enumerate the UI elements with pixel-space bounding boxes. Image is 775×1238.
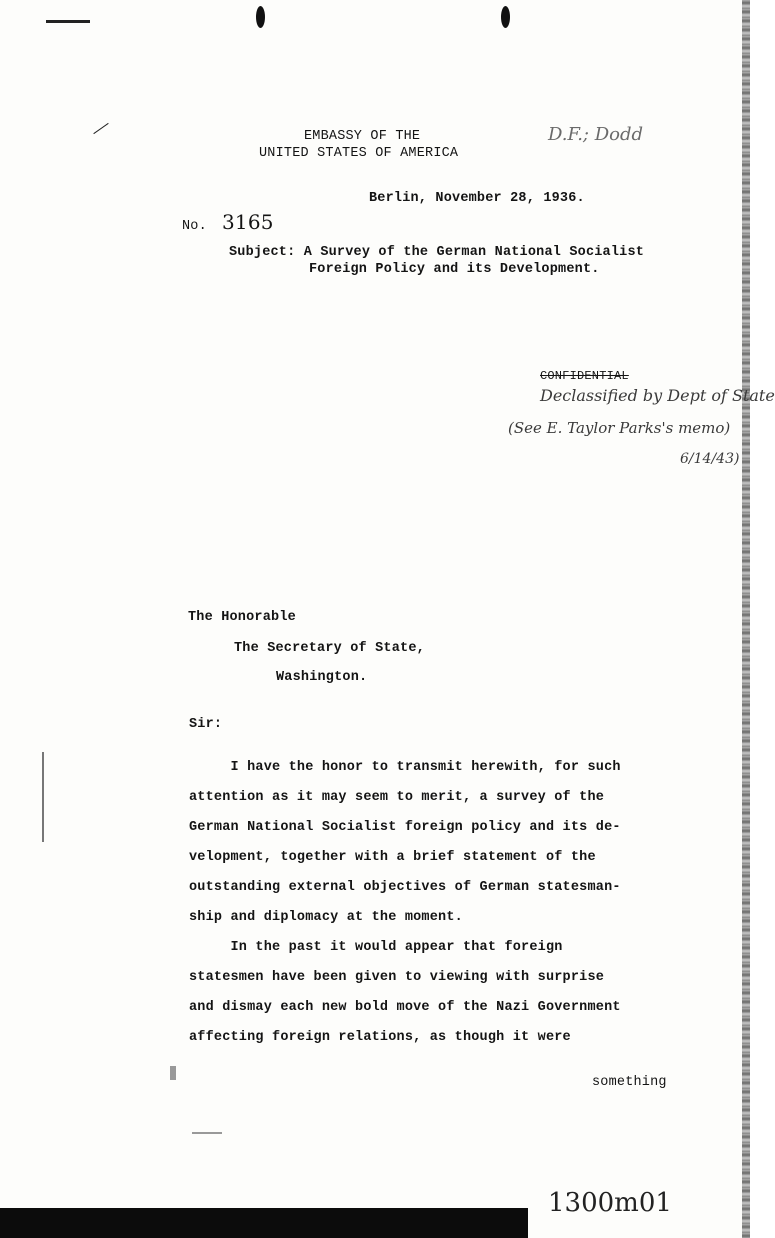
body-line: attention as it may seem to merit, a survey of the <box>189 790 605 805</box>
body-line: statesmen have been given to viewing with surprise <box>189 970 605 985</box>
scan-mark <box>170 1066 176 1080</box>
body-line: In the past it would appear that foreign <box>189 940 563 955</box>
corner-annotation: D.F.; Dodd <box>548 124 644 145</box>
scan-mark <box>93 123 108 134</box>
scan-mark <box>42 752 44 842</box>
punch-hole <box>501 6 510 28</box>
body-line: ship and diplomacy at the moment. <box>189 910 463 925</box>
address-line-1: The Honorable <box>188 610 296 625</box>
archive-number: 1300m01 <box>548 1188 672 1218</box>
scan-mark <box>192 1132 222 1134</box>
scan-mark <box>46 20 90 23</box>
declassification-note-line-3: 6/14/43) <box>680 451 740 467</box>
salutation: Sir: <box>189 717 223 732</box>
body-line: outstanding external objectives of German statesman- <box>189 880 621 895</box>
declassification-note-line-1: Declassified by Dept of State <box>540 386 775 405</box>
body-line: affecting foreign relations, as though it were <box>189 1030 571 1045</box>
scan-edge <box>742 0 750 1238</box>
declassification-note-line-2: (See E. Taylor Parks's memo) <box>508 419 731 437</box>
catchword: something <box>592 1075 667 1090</box>
subject-line-2: Foreign Policy and its Development. <box>309 262 600 277</box>
address-line-3: Washington. <box>276 670 368 685</box>
punch-hole <box>256 6 265 28</box>
body-line: German National Socialist foreign policy and its de- <box>189 820 621 835</box>
embassy-line-2: UNITED STATES OF AMERICA <box>259 146 459 161</box>
scan-bottom-band <box>0 1208 528 1238</box>
number-label: No. <box>182 219 207 234</box>
dispatch-number: 3165 <box>222 210 274 234</box>
body-line: velopment, together with a brief statement of the <box>189 850 596 865</box>
body-line: and dismay each new bold move of the Nazi Government <box>189 1000 621 1015</box>
letter-date: Berlin, November 28, 1936. <box>369 191 585 206</box>
confidential-stamp: CONFIDENTIAL <box>540 369 629 383</box>
embassy-line-1: EMBASSY OF THE <box>304 129 421 144</box>
body-line: I have the honor to transmit herewith, for such <box>189 760 621 775</box>
address-line-2: The Secretary of State, <box>234 641 425 656</box>
subject-line-1: Subject: A Survey of the German National Socialist <box>229 245 645 260</box>
